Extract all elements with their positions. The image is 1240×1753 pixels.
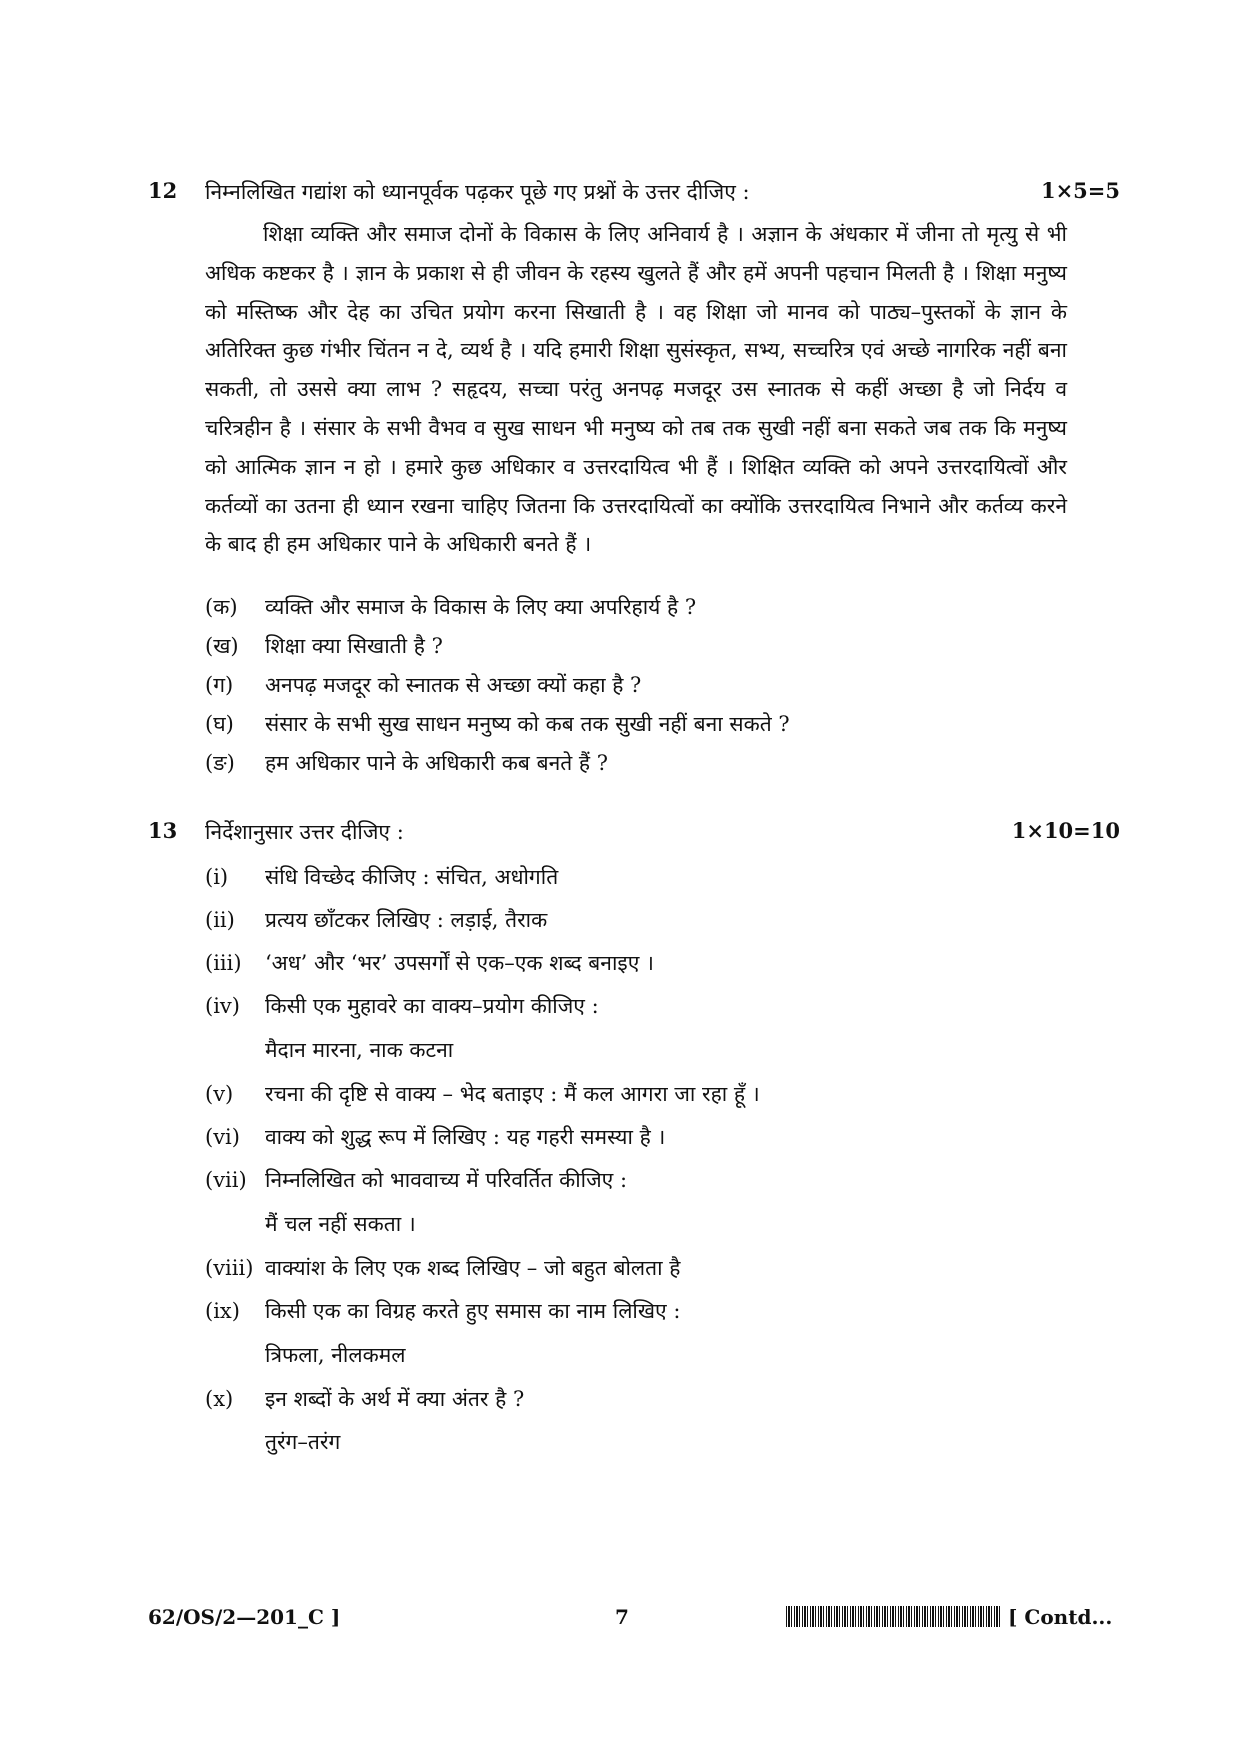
page-number: 7 <box>615 1605 629 1629</box>
sub-question-label: (ix) <box>205 1299 240 1323</box>
sub-question-text: व्यक्ति और समाज के विकास के लिए क्या अपरिहार्य है ? <box>265 595 697 619</box>
sub-question-label: (iii) <box>205 951 242 975</box>
sub-question <box>205 710 790 738</box>
sub-question-text: किसी एक मुहावरे का वाक्य–प्रयोग कीजिए : <box>265 994 599 1018</box>
contd-label: [ Contd... <box>1008 1605 1113 1629</box>
sub-question-label: (x) <box>205 1387 234 1411</box>
sub-question-text: वाक्यांश के लिए एक शब्द लिखिए – जो बहुत बोलता है <box>265 1256 681 1280</box>
paper-code: 62/OS/2—201_C ] <box>148 1605 341 1629</box>
question-number: 12 <box>148 178 178 203</box>
sub-question-label: (ग) <box>205 673 234 697</box>
sub-question-text: हम अधिकार पाने के अधिकारी कब बनते हैं ? <box>265 751 608 775</box>
sub-question-text: रचना की दृष्टि से वाक्य – भेद बताइए : मैं कल आगरा जा रहा हूँ । <box>265 1082 760 1106</box>
sub-question-text: प्रत्यय छाँटकर लिखिए : लड़ाई, तैराक <box>265 908 548 932</box>
sub-question-label: (घ) <box>205 712 234 736</box>
sub-question <box>205 863 558 891</box>
sub-question-label: (v) <box>205 1082 234 1106</box>
question-marks: 1×5=5 <box>1040 178 1120 203</box>
sub-question-label: (vi) <box>205 1125 240 1149</box>
question-marks: 1×10=10 <box>1011 818 1120 843</box>
sub-question-label: (iv) <box>205 994 240 1018</box>
sub-question-label: (i) <box>205 865 229 889</box>
sub-question <box>205 632 443 660</box>
sub-question <box>205 671 641 699</box>
sub-question <box>205 1123 665 1151</box>
sub-question <box>205 1166 627 1194</box>
sub-question <box>205 749 608 777</box>
barcode-icon <box>786 1606 1000 1627</box>
sub-question <box>205 992 599 1020</box>
sub-question <box>205 1254 680 1282</box>
question-instruction: निम्नलिखित गद्यांश को ध्यानपूर्वक पढ़कर पूछे गए प्रश्नों के उत्तर दीजिए : <box>205 180 750 204</box>
sub-question-text: संसार के सभी सुख साधन मनुष्य को कब तक सुखी नहीं बना सकते ? <box>265 712 790 736</box>
sub-question <box>205 1385 524 1413</box>
sub-question-label: (ii) <box>205 908 235 932</box>
sub-question-extra: मैदान मारना, नाक कटना <box>265 1038 454 1062</box>
sub-question <box>205 1080 760 1108</box>
sub-question <box>205 949 654 977</box>
sub-question-label: (ख) <box>205 634 239 658</box>
sub-question <box>205 1297 680 1325</box>
question-instruction: निर्देशानुसार उत्तर दीजिए : <box>205 820 404 844</box>
sub-question-text: निम्नलिखित को भाववाच्य में परिवर्तित कीजिए : <box>265 1168 628 1192</box>
sub-question-extra: तुरंग–तरंग <box>265 1430 341 1454</box>
sub-question-label: (viii) <box>205 1256 254 1280</box>
sub-question-label: (vii) <box>205 1168 247 1192</box>
sub-question-text: शिक्षा क्या सिखाती है ? <box>265 634 443 658</box>
sub-question-text: अनपढ़ मजदूर को स्नातक से अच्छा क्यों कहा है ? <box>265 673 642 697</box>
sub-question-label: (क) <box>205 595 238 619</box>
sub-question-label: (ङ) <box>205 751 235 775</box>
sub-question-text: इन शब्दों के अर्थ में क्या अंतर है ? <box>265 1387 525 1411</box>
sub-question-extra: त्रिफला, नीलकमल <box>265 1343 406 1367</box>
passage-text: शिक्षा व्यक्ति और समाज दोनों के विकास के लिए अनिवार्य है । अज्ञान के अंधकार में जीना तो मृत्यु से भी अधिक कष्टकर है । ज्ञान के प्रकाश से ही जीवन के रहस्य खुलते हैं और हमें अपनी पहचान मिलती है । शिक्षा मनुष्य को मस्तिष्क और देह का उचित प्रयोग करना सिखाती है । वह शिक्षा जो मानव को पाठ्य–पुस्तकों के ज्ञान के अतिरिक्त कुछ गंभीर चिंतन न दे, व्यर्थ है । यदि हमारी शिक्षा सुसंस्कृत, सभ्य, सच्चरित्र एवं अच्छे नागरिक नहीं बना सकती, तो उससे क्या लाभ ? सहृदय, सच्चा परंतु अनपढ़ मजदूर उस स्नातक से कहीं अच्छा है जो निर्दय व चरित्रहीन है । संसार के सभी वैभव व सुख साधन भी मनुष्य को तब तक सुखी नहीं बना सकते जब तक कि मनुष्य को आत्मिक ज्ञान न हो । हमारे कुछ अधिकार व उत्तरदायित्व भी हैं । शिक्षित व्यक्ति को अपने उत्तरदायित्वों और कर्तव्यों का उतना ही ध्यान रखना चाहिए जितना कि उत्तरदायित्वों का क्योंकि उत्तरदायित्व निभाने और कर्तव्य करने के बाद ही हम अधिकार पाने के अधिकारी बनते हैं । <box>205 222 1068 557</box>
question-number: 13 <box>148 818 178 843</box>
passage <box>205 215 1067 564</box>
sub-question <box>205 906 547 934</box>
sub-question-text: संधि विच्छेद कीजिए : संचित, अधोगति <box>265 865 559 889</box>
sub-question-text: वाक्य को शुद्ध रूप में लिखिए : यह गहरी समस्या है । <box>265 1125 666 1149</box>
sub-question <box>205 593 696 621</box>
sub-question-text: ‘अध’ और ‘भर’ उपसर्गों से एक–एक शब्द बनाइए । <box>265 951 654 975</box>
sub-question-text: किसी एक का विग्रह करते हुए समास का नाम लिखिए : <box>265 1299 681 1323</box>
sub-question-extra: मैं चल नहीं सकता । <box>265 1212 416 1236</box>
